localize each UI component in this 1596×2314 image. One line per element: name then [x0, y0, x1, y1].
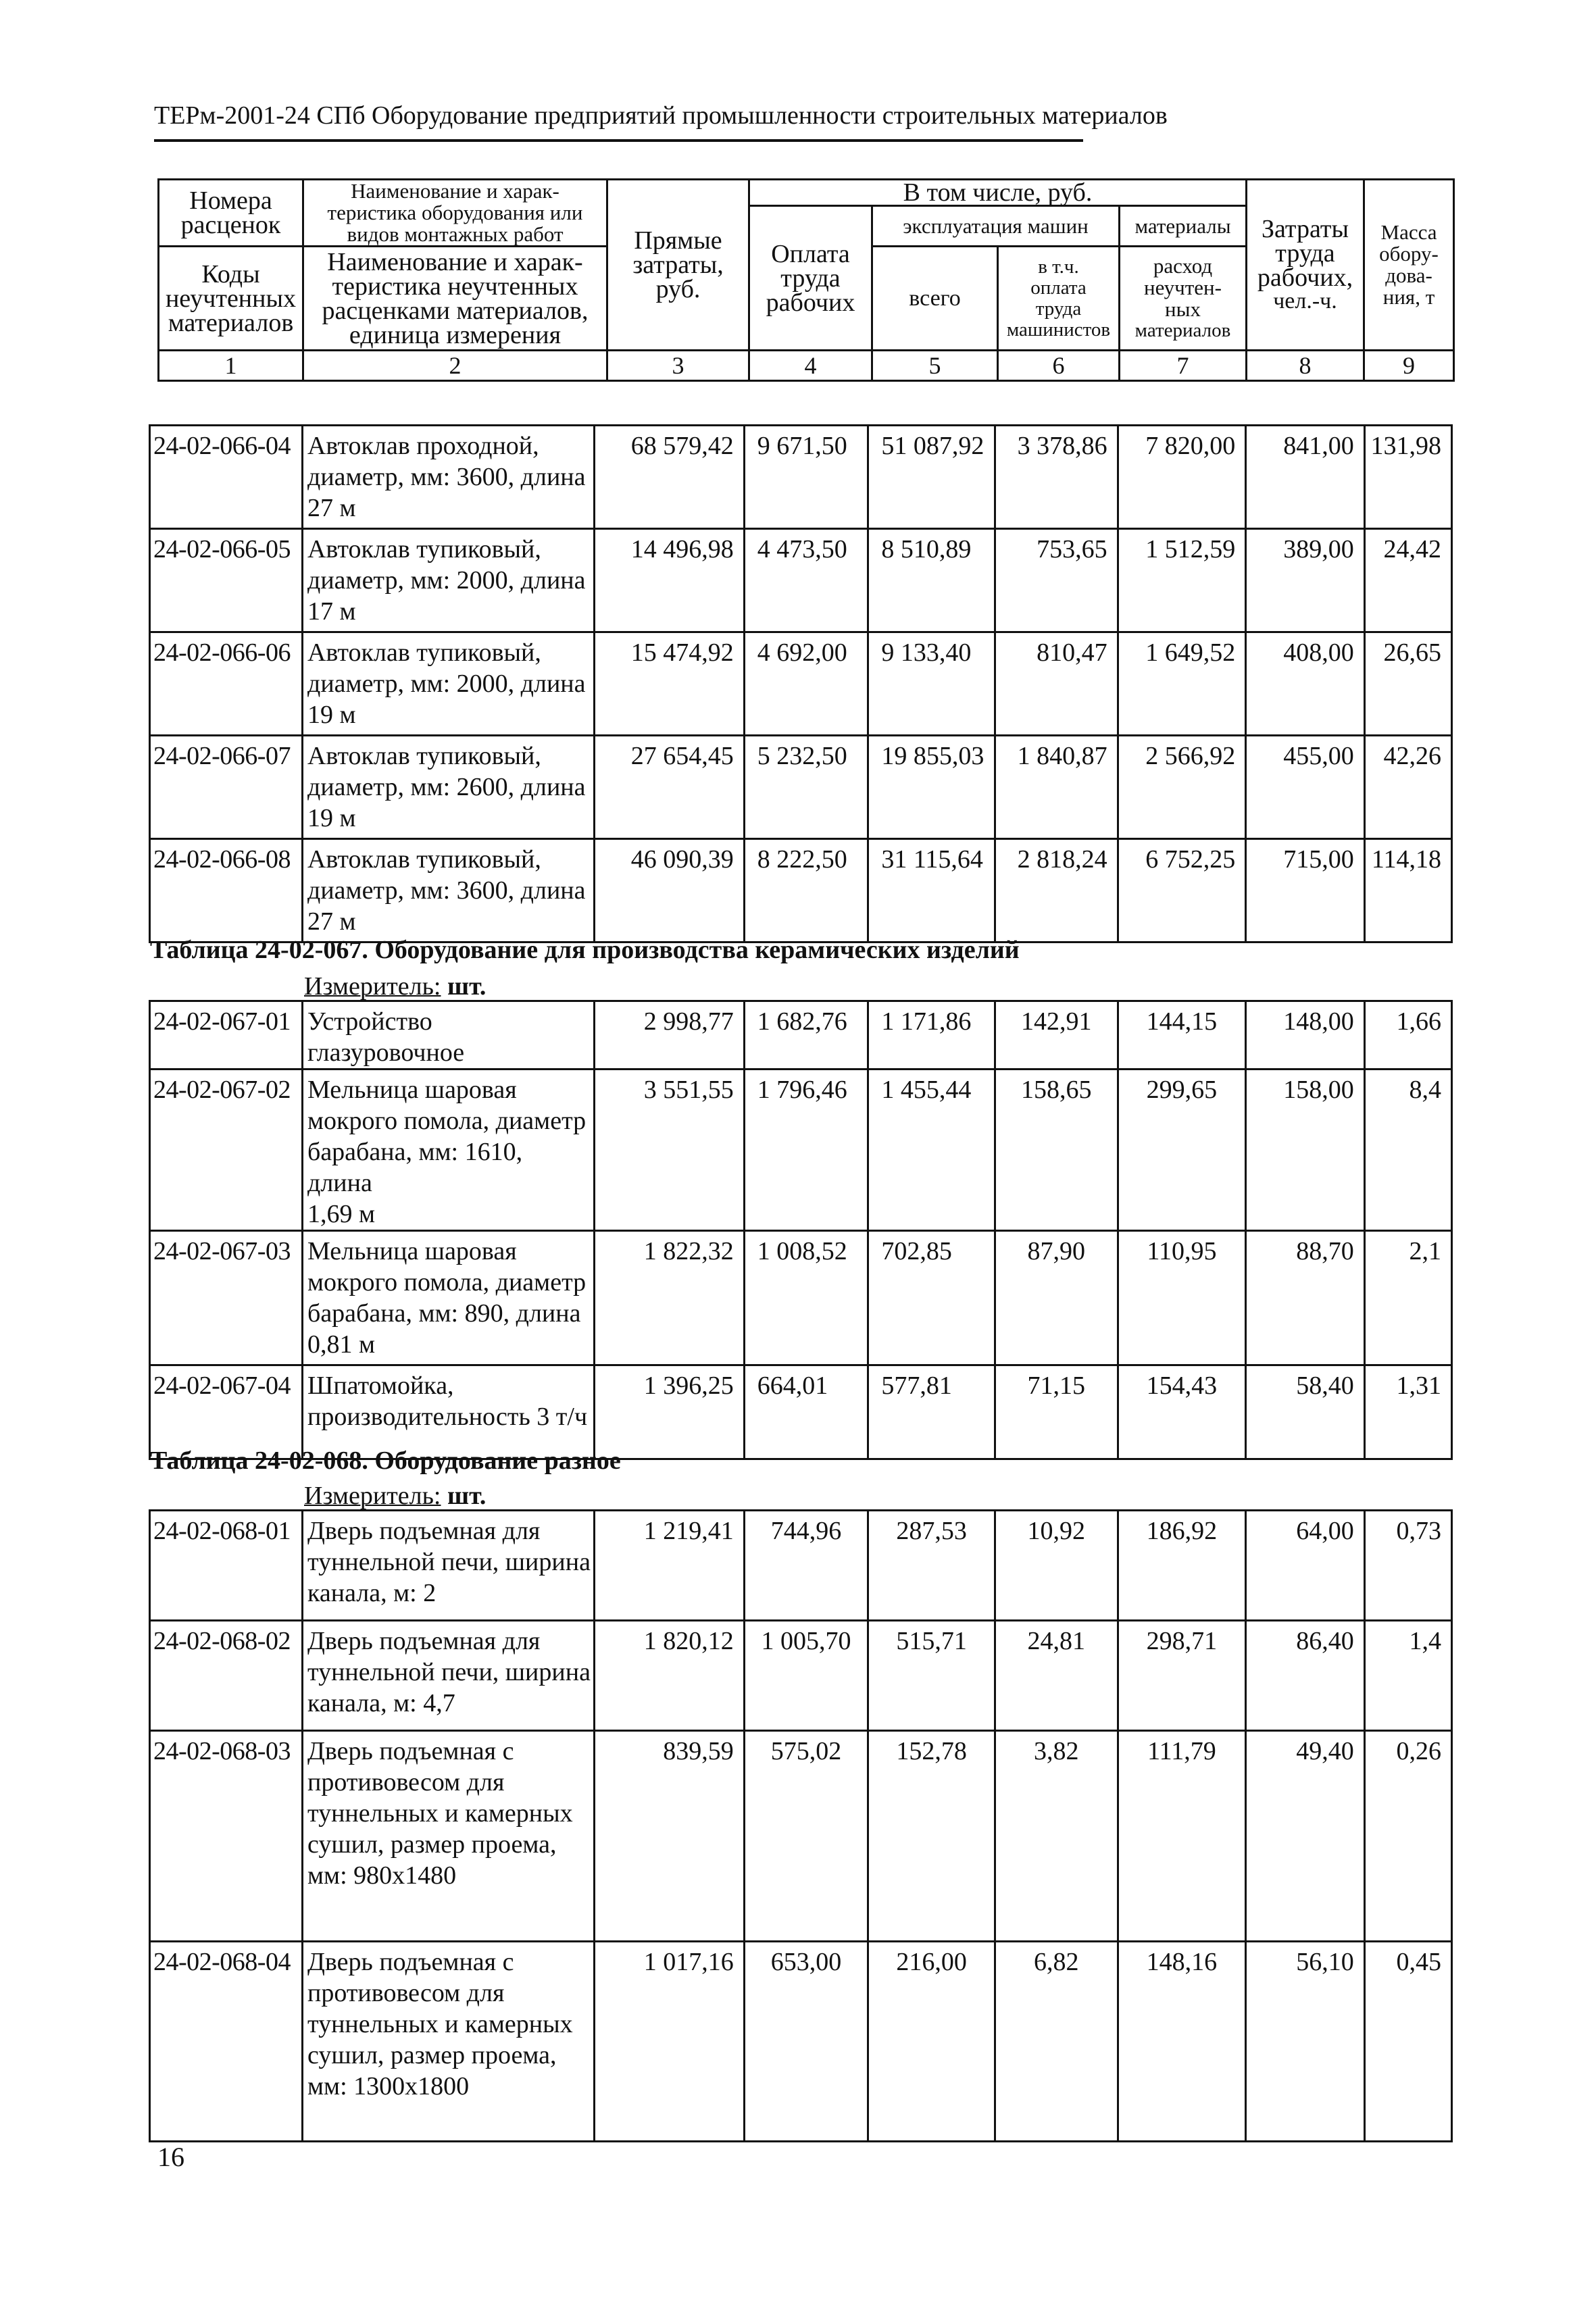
operator-wage-cell: 87,90 — [995, 1231, 1118, 1365]
table-068-title: Таблица 24-02-068. Оборудование разное — [150, 1447, 621, 1475]
rate-code-cell: 24-02-067-03 — [150, 1231, 303, 1365]
table-row — [150, 1001, 1452, 1070]
header-equipment-mass: Масса обору- дова- ния, т — [1364, 180, 1454, 351]
rate-name-line: 27 м — [307, 907, 356, 936]
header-materials-group: материалы — [1120, 206, 1247, 247]
machine-cost-cell: 31 115,64 — [868, 839, 995, 942]
mass-cell: 0,26 — [1364, 1731, 1451, 1942]
materials-cost-cell: 186,92 — [1118, 1511, 1246, 1621]
rate-name-cell — [302, 839, 594, 942]
rate-name-line: Автоклав тупиковый, — [307, 742, 541, 770]
header-material-name: Наименование и харак- теристика неучтенных расценками материалов, единица измерения — [303, 247, 607, 351]
rate-name-line: диаметр, мм: 2000, длина — [307, 566, 586, 595]
rate-code-cell: 24-02-067-02 — [150, 1070, 303, 1231]
rate-name-line: туннельной печи, ширина — [307, 1548, 591, 1576]
rate-name-line: сушил, размер проема, — [307, 2041, 557, 2069]
header-materials-consumption: расход неучтен- ных материалов — [1120, 247, 1247, 351]
rate-name-line: Автоклав тупиковый, — [307, 638, 541, 667]
mass-cell: 26,65 — [1364, 632, 1451, 736]
rate-name-line: туннельных и камерных — [307, 1799, 573, 1828]
direct-cost-cell: 14 496,98 — [594, 529, 744, 632]
operator-wage-cell: 3,82 — [995, 1731, 1118, 1942]
rate-name-line: 1,69 м — [307, 1200, 376, 1228]
labor-cost-cell: 4 692,00 — [744, 632, 868, 736]
rate-code-cell: 24-02-067-04 — [150, 1365, 303, 1459]
table-068-measure: Измеритель: шт. — [304, 1482, 487, 1510]
materials-cost-cell: 144,15 — [1118, 1001, 1246, 1070]
col-number: 6 — [998, 351, 1120, 381]
machine-cost-cell: 9 133,40 — [868, 632, 995, 736]
machine-cost-cell: 702,85 — [868, 1231, 995, 1365]
labor-cost-cell: 664,01 — [744, 1365, 868, 1459]
operator-wage-cell: 1 840,87 — [995, 736, 1118, 839]
rate-name-cell — [302, 1731, 594, 1942]
materials-cost-cell: 299,65 — [1118, 1070, 1246, 1231]
materials-cost-cell: 154,43 — [1118, 1365, 1246, 1459]
materials-cost-cell: 1 649,52 — [1118, 632, 1246, 736]
header-wages: Оплата труда рабочих — [749, 206, 872, 351]
table-row — [150, 1231, 1452, 1365]
rate-name-line: диаметр, мм: 2000, длина — [307, 670, 586, 698]
rate-name-line: глазуровочное — [307, 1038, 465, 1067]
table-row — [150, 1621, 1452, 1731]
direct-cost-cell: 46 090,39 — [594, 839, 744, 942]
rate-name-line: противовесом для — [307, 1768, 505, 1796]
labor-hours-cell: 88,70 — [1246, 1231, 1365, 1365]
rates-table-066 — [149, 424, 1453, 943]
machine-cost-cell: 1 455,44 — [868, 1070, 995, 1231]
machine-cost-cell: 577,81 — [868, 1365, 995, 1459]
direct-cost-cell: 15 474,92 — [594, 632, 744, 736]
rate-name-cell — [302, 529, 594, 632]
materials-cost-cell: 1 512,59 — [1118, 529, 1246, 632]
operator-wage-cell: 142,91 — [995, 1001, 1118, 1070]
rate-name-line: Мельница шаровая — [307, 1076, 517, 1104]
rate-name-line: 0,81 м — [307, 1330, 376, 1359]
mass-cell: 114,18 — [1364, 839, 1451, 942]
rate-code-cell: 24-02-068-02 — [150, 1621, 303, 1731]
rates-table-068 — [149, 1509, 1453, 2142]
labor-cost-cell: 575,02 — [744, 1731, 868, 1942]
materials-cost-cell: 6 752,25 — [1118, 839, 1246, 942]
labor-hours-cell: 455,00 — [1246, 736, 1365, 839]
operator-wage-cell: 71,15 — [995, 1365, 1118, 1459]
rate-code-cell: 24-02-066-06 — [150, 632, 303, 736]
direct-cost-cell: 1 396,25 — [594, 1365, 744, 1459]
col-number: 3 — [607, 351, 749, 381]
machine-cost-cell: 287,53 — [868, 1511, 995, 1621]
mass-cell: 2,1 — [1364, 1231, 1451, 1365]
rate-name-line: барабана, мм: 1610, длина — [307, 1138, 523, 1197]
rate-name-cell — [302, 736, 594, 839]
col-number: 1 — [159, 351, 303, 381]
labor-hours-cell: 148,00 — [1246, 1001, 1365, 1070]
mass-cell: 1,4 — [1364, 1621, 1451, 1731]
rate-name-line: Устройство — [307, 1007, 432, 1036]
col-number: 9 — [1364, 351, 1454, 381]
labor-cost-cell: 8 222,50 — [744, 839, 868, 942]
direct-cost-cell: 1 219,41 — [594, 1511, 744, 1621]
rate-name-line: 19 м — [307, 701, 356, 729]
rate-name-line: диаметр, мм: 2600, длина — [307, 773, 586, 801]
rate-code-cell: 24-02-066-05 — [150, 529, 303, 632]
operator-wage-cell: 10,92 — [995, 1511, 1118, 1621]
table-row — [150, 1731, 1452, 1942]
direct-cost-cell: 1 820,12 — [594, 1621, 744, 1731]
column-header-table — [157, 178, 1455, 382]
header-machines-group: эксплуатация машин — [872, 206, 1120, 247]
materials-cost-cell: 110,95 — [1118, 1231, 1246, 1365]
rate-name-line: мм: 1300x1800 — [307, 2072, 470, 2101]
rate-name-cell — [302, 1001, 594, 1070]
col-number: 2 — [303, 351, 607, 381]
rate-name-line: Дверь подъемная для — [307, 1627, 541, 1655]
rate-name-line: Мельница шаровая — [307, 1237, 517, 1265]
header-work-name: Наименование и харак- теристика оборудования или видов монтажных работ — [303, 180, 607, 247]
rate-code-cell: 24-02-066-08 — [150, 839, 303, 942]
table-row — [150, 426, 1452, 529]
direct-cost-cell: 2 998,77 — [594, 1001, 744, 1070]
rate-name-line: сушил, размер проема, — [307, 1830, 557, 1859]
labor-hours-cell: 389,00 — [1246, 529, 1365, 632]
rate-name-line: 27 м — [307, 494, 356, 522]
materials-cost-cell: 2 566,92 — [1118, 736, 1246, 839]
table-067-title: Таблица 24-02-067. Оборудование для производства керамических изделий — [150, 936, 1020, 964]
table-row — [150, 1511, 1452, 1621]
mass-cell: 1,31 — [1364, 1365, 1451, 1459]
rate-name-line: Автоклав тупиковый, — [307, 535, 541, 563]
labor-cost-cell: 4 473,50 — [744, 529, 868, 632]
materials-cost-cell: 148,16 — [1118, 1942, 1246, 2142]
direct-cost-cell: 839,59 — [594, 1731, 744, 1942]
machine-cost-cell: 8 510,89 — [868, 529, 995, 632]
machine-cost-cell: 19 855,03 — [868, 736, 995, 839]
header-machines-total: всего — [872, 247, 998, 351]
direct-cost-cell: 68 579,42 — [594, 426, 744, 529]
direct-cost-cell: 27 654,45 — [594, 736, 744, 839]
rate-name-line: мм: 980x1480 — [307, 1861, 457, 1890]
table-row — [150, 632, 1452, 736]
labor-hours-cell: 86,40 — [1246, 1621, 1365, 1731]
rate-name-cell — [302, 1365, 594, 1459]
rate-name-line: мокрого помола, диаметр — [307, 1268, 587, 1297]
header-rate-number: Номера расценок — [159, 180, 303, 247]
labor-hours-cell: 58,40 — [1246, 1365, 1365, 1459]
labor-cost-cell: 1 796,46 — [744, 1070, 868, 1231]
operator-wage-cell: 6,82 — [995, 1942, 1118, 2142]
rate-name-line: диаметр, мм: 3600, длина — [307, 463, 586, 491]
col-number: 4 — [749, 351, 872, 381]
direct-cost-cell: 1 017,16 — [594, 1942, 744, 2142]
rate-name-line: 19 м — [307, 804, 356, 832]
labor-hours-cell: 841,00 — [1246, 426, 1365, 529]
rate-name-line: Дверь подъемная для — [307, 1517, 541, 1545]
col-number: 5 — [872, 351, 998, 381]
rate-name-line: диаметр, мм: 3600, длина — [307, 876, 586, 905]
labor-cost-cell: 5 232,50 — [744, 736, 868, 839]
direct-cost-cell: 3 551,55 — [594, 1070, 744, 1231]
labor-hours-cell: 56,10 — [1246, 1942, 1365, 2142]
header-direct-costs: Прямые затраты, руб. — [607, 180, 749, 351]
mass-cell: 0,45 — [1364, 1942, 1451, 2142]
labor-hours-cell: 158,00 — [1246, 1070, 1365, 1231]
rate-name-line: мокрого помола, диаметр — [307, 1107, 587, 1135]
rate-name-cell — [302, 1231, 594, 1365]
machine-cost-cell: 152,78 — [868, 1731, 995, 1942]
rate-name-line: туннельных и камерных — [307, 2010, 573, 2038]
mass-cell: 1,66 — [1364, 1001, 1451, 1070]
rate-name-line: Автоклав тупиковый, — [307, 845, 541, 874]
rate-name-cell — [302, 1942, 594, 2142]
table-row — [150, 839, 1452, 942]
table-row — [150, 736, 1452, 839]
rate-code-cell: 24-02-068-01 — [150, 1511, 303, 1621]
rate-code-cell: 24-02-068-03 — [150, 1731, 303, 1942]
mass-cell: 131,98 — [1364, 426, 1451, 529]
rate-name-line: Дверь подъемная с — [307, 1948, 514, 1976]
rate-name-line: Шпатомойка, — [307, 1372, 454, 1400]
machine-cost-cell: 216,00 — [868, 1942, 995, 2142]
table-row — [150, 1942, 1452, 2142]
col-number: 7 — [1120, 351, 1247, 381]
direct-cost-cell: 1 822,32 — [594, 1231, 744, 1365]
header-material-codes: Коды неучтенных материалов — [159, 247, 303, 351]
rate-name-line: Дверь подъемная с — [307, 1737, 514, 1765]
rates-table-067 — [149, 1000, 1453, 1460]
labor-cost-cell: 1 008,52 — [744, 1231, 868, 1365]
mass-cell: 8,4 — [1364, 1070, 1451, 1231]
machine-cost-cell: 1 171,86 — [868, 1001, 995, 1070]
page-header-title: ТЕРм-2001-24 СПб Оборудование предприятий промышленности строительных материалов — [154, 101, 1168, 130]
mass-cell: 24,42 — [1364, 529, 1451, 632]
table-row — [150, 1070, 1452, 1231]
page-number: 16 — [157, 2142, 184, 2172]
rate-name-line: 17 м — [307, 597, 356, 626]
header-rule — [154, 139, 1083, 142]
labor-cost-cell: 1 005,70 — [744, 1621, 868, 1731]
materials-cost-cell: 7 820,00 — [1118, 426, 1246, 529]
operator-wage-cell: 158,65 — [995, 1070, 1118, 1231]
rate-code-cell: 24-02-066-04 — [150, 426, 303, 529]
rate-code-cell: 24-02-068-04 — [150, 1942, 303, 2142]
operator-wage-cell: 3 378,86 — [995, 426, 1118, 529]
rate-name-line: туннельной печи, ширина — [307, 1658, 591, 1686]
labor-hours-cell: 49,40 — [1246, 1731, 1365, 1942]
col-number: 8 — [1247, 351, 1364, 381]
header-including-group: В том числе, руб. — [749, 180, 1247, 206]
rate-name-cell — [302, 632, 594, 736]
rate-name-line: производительность 3 т/ч — [307, 1403, 588, 1431]
rate-name-cell — [302, 1511, 594, 1621]
labor-hours-cell: 408,00 — [1246, 632, 1365, 736]
table-row — [150, 1365, 1452, 1459]
header-labor-hours: Затраты труда рабочих, чел.-ч. — [1247, 180, 1364, 351]
labor-cost-cell: 744,96 — [744, 1511, 868, 1621]
operator-wage-cell: 810,47 — [995, 632, 1118, 736]
mass-cell: 0,73 — [1364, 1511, 1451, 1621]
mass-cell: 42,26 — [1364, 736, 1451, 839]
operator-wage-cell: 2 818,24 — [995, 839, 1118, 942]
rate-name-line: Автоклав проходной, — [307, 432, 539, 460]
rate-name-cell — [302, 426, 594, 529]
rate-code-cell: 24-02-067-01 — [150, 1001, 303, 1070]
rate-name-line: канала, м: 4,7 — [307, 1689, 455, 1717]
labor-cost-cell: 9 671,50 — [744, 426, 868, 529]
table-067-measure: Измеритель: шт. — [304, 972, 487, 1001]
operator-wage-cell: 753,65 — [995, 529, 1118, 632]
header-operator-wages: в т.ч. оплата труда машинистов — [998, 247, 1120, 351]
labor-hours-cell: 715,00 — [1246, 839, 1365, 942]
labor-hours-cell: 64,00 — [1246, 1511, 1365, 1621]
labor-cost-cell: 653,00 — [744, 1942, 868, 2142]
materials-cost-cell: 298,71 — [1118, 1621, 1246, 1731]
rate-name-line: барабана, мм: 890, длина — [307, 1299, 581, 1328]
table-row — [150, 529, 1452, 632]
rate-name-line: противовесом для — [307, 1979, 505, 2007]
machine-cost-cell: 51 087,92 — [868, 426, 995, 529]
rate-name-line: канала, м: 2 — [307, 1579, 437, 1607]
rate-name-cell — [302, 1070, 594, 1231]
machine-cost-cell: 515,71 — [868, 1621, 995, 1731]
rate-code-cell: 24-02-066-07 — [150, 736, 303, 839]
labor-cost-cell: 1 682,76 — [744, 1001, 868, 1070]
rate-name-cell — [302, 1621, 594, 1731]
materials-cost-cell: 111,79 — [1118, 1731, 1246, 1942]
operator-wage-cell: 24,81 — [995, 1621, 1118, 1731]
